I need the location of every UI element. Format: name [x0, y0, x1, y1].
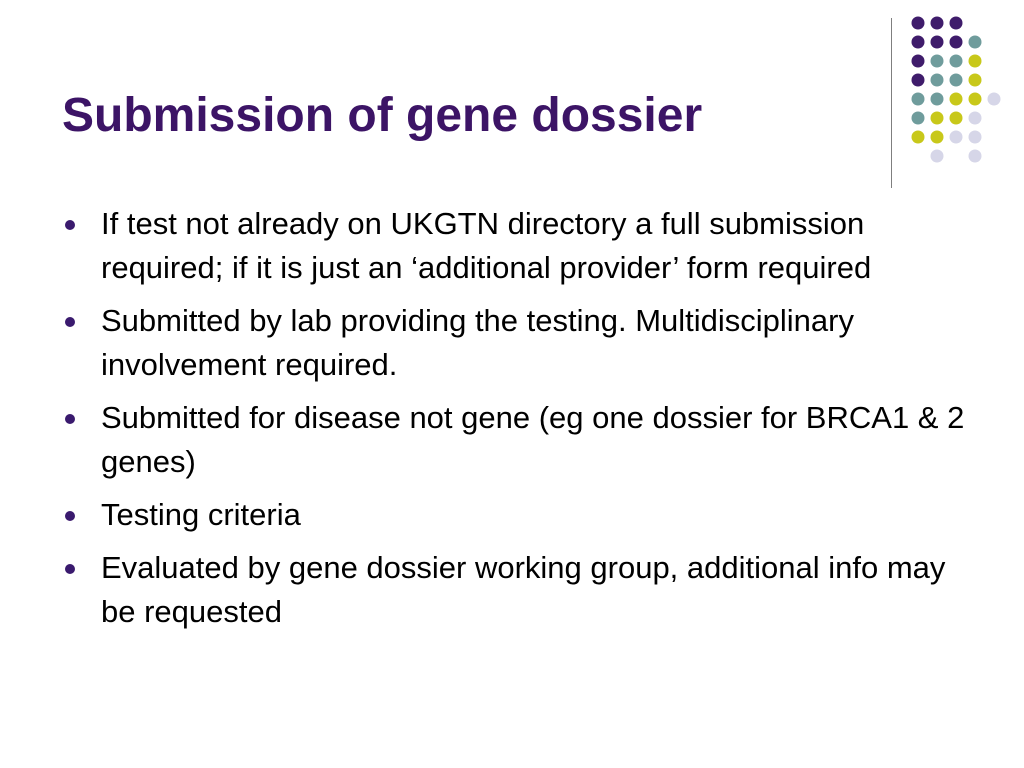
decorative-dot-teal — [950, 74, 963, 87]
decorative-dot-purple — [912, 74, 925, 87]
decorative-dot-purple — [950, 17, 963, 30]
bullet-item — [62, 493, 982, 537]
decorative-dot-yellow — [969, 93, 982, 106]
bullet-item — [62, 396, 982, 484]
bullet-marker-icon — [65, 317, 75, 327]
decorative-dot-purple — [950, 36, 963, 49]
bullet-item — [62, 546, 982, 634]
decorative-dot-purple — [931, 17, 944, 30]
decorative-dot-lavender — [969, 150, 982, 163]
decorative-dot-purple — [912, 17, 925, 30]
decorative-dot-purple — [931, 36, 944, 49]
decorative-dot-teal — [950, 55, 963, 68]
decorative-dot-purple — [912, 36, 925, 49]
decorative-dot-yellow — [969, 55, 982, 68]
decorative-dot-lavender — [969, 131, 982, 144]
decorative-dot-lavender — [969, 112, 982, 125]
decorative-dot-yellow — [931, 131, 944, 144]
bullet-marker-icon — [65, 564, 75, 574]
decorative-dot-yellow — [969, 74, 982, 87]
bullet-item — [62, 202, 982, 290]
decorative-dot-yellow — [950, 93, 963, 106]
bullet-list — [62, 202, 982, 643]
decorative-dot-purple — [912, 55, 925, 68]
decorative-dot-yellow — [931, 112, 944, 125]
bullet-text: If test not already on UKGTN directory a full submission required; if it is just an ‘additional provider’ form required — [101, 206, 872, 285]
bullet-item — [62, 299, 982, 387]
decorative-dot-teal — [931, 93, 944, 106]
slide-title: Submission of gene dossier — [62, 89, 703, 142]
bullet-text: Testing criteria — [101, 497, 301, 532]
bullet-text: Submitted for disease not gene (eg one dossier for BRCA1 & 2 genes) — [101, 400, 965, 479]
bullet-marker-icon — [65, 220, 75, 230]
decorative-dot-lavender — [988, 93, 1001, 106]
bullet-text: Submitted by lab providing the testing. Multidisciplinary involvement required. — [101, 303, 854, 382]
bullet-text: Evaluated by gene dossier working group, additional info may be requested — [101, 550, 946, 629]
decorative-dot-teal — [969, 36, 982, 49]
bullet-marker-icon — [65, 414, 75, 424]
decorative-dot-yellow — [912, 131, 925, 144]
bullet-marker-icon — [65, 511, 75, 521]
decorative-dot-teal — [912, 93, 925, 106]
decorative-dot-teal — [912, 112, 925, 125]
decorative-dot-yellow — [950, 112, 963, 125]
vertical-divider — [891, 18, 892, 188]
decorative-dot-teal — [931, 55, 944, 68]
decorative-dot-lavender — [950, 131, 963, 144]
decorative-dot-lavender — [931, 150, 944, 163]
decorative-dot-teal — [931, 74, 944, 87]
